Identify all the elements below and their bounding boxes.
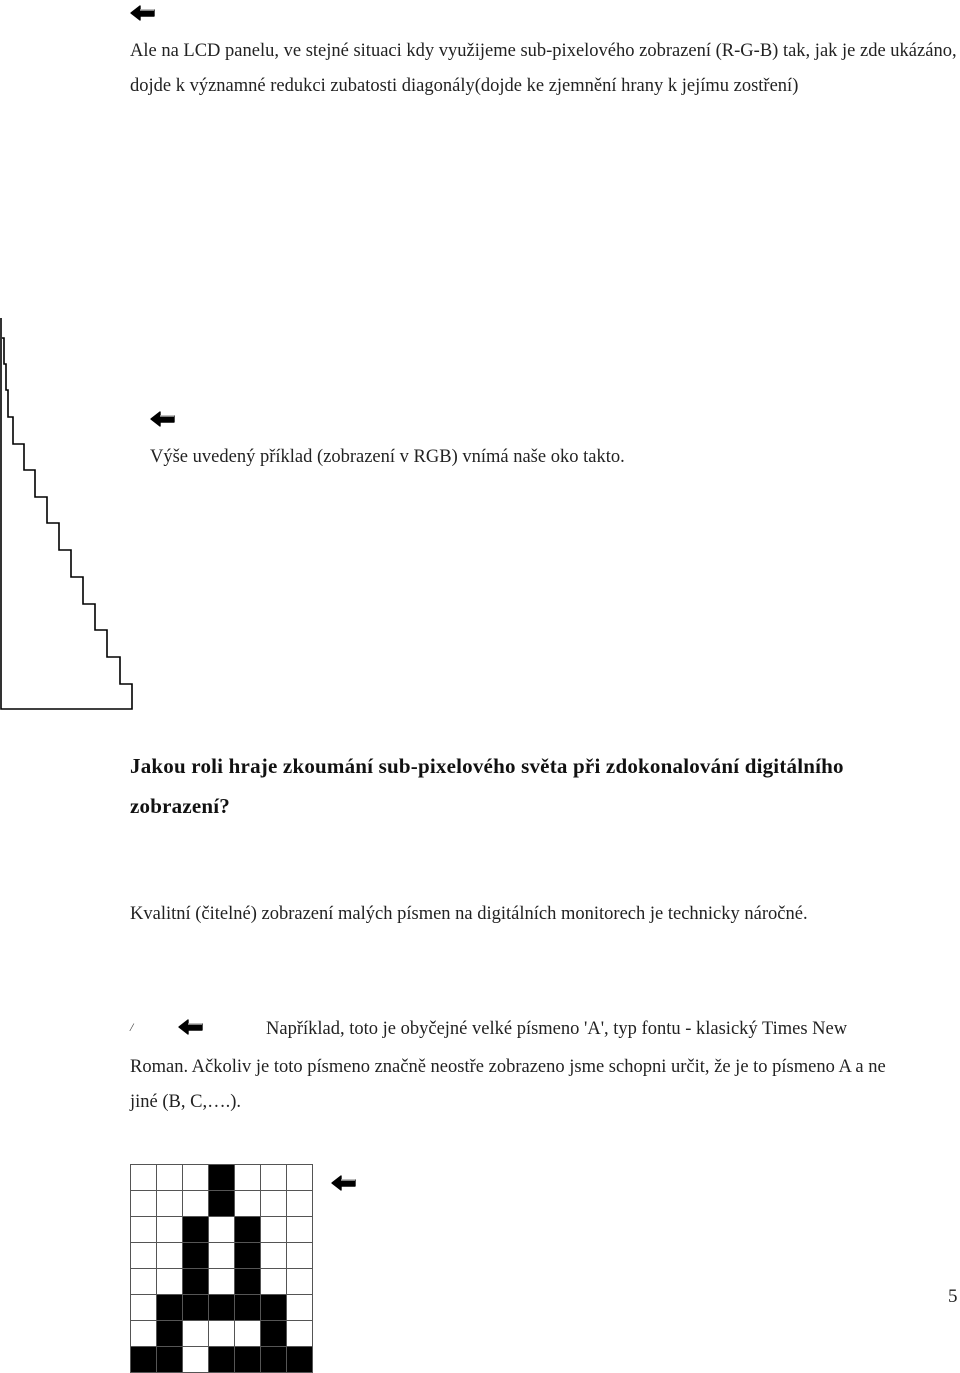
pixel-off: [131, 1321, 157, 1347]
pixel-on: [235, 1217, 261, 1243]
quality-paragraph: Kvalitní (čitelné) zobrazení malých písmen na digitálních monitorech je technicky náročné.: [130, 904, 808, 924]
pixel-off: [235, 1165, 261, 1191]
pixel-off: [287, 1321, 313, 1347]
pixel-on: [183, 1243, 209, 1269]
pixel-on: [235, 1269, 261, 1295]
section-heading: Jakou roli hraje zkoumání sub-pixelového světa při zdokonalování digitálního zobrazení?: [130, 754, 844, 818]
pixel-off: [287, 1295, 313, 1321]
pixel-off: [209, 1269, 235, 1295]
pixel-on: [157, 1347, 183, 1373]
pixel-off: [131, 1243, 157, 1269]
pixel-off: [183, 1347, 209, 1373]
pixel-off: [157, 1269, 183, 1295]
pixel-off: [183, 1321, 209, 1347]
pixel-off: [209, 1217, 235, 1243]
pixel-on: [261, 1347, 287, 1373]
pixel-off: [261, 1269, 287, 1295]
stray-mark: /: [130, 1020, 134, 1034]
pixel-off: [287, 1191, 313, 1217]
pixel-on: [287, 1347, 313, 1373]
pixel-off: [131, 1269, 157, 1295]
pixel-off: [209, 1321, 235, 1347]
page-number: 5: [948, 1286, 958, 1307]
staircase-diagonal-drawing: [0, 316, 134, 712]
pixel-off: [261, 1165, 287, 1191]
rgb-caption: Výše uvedený příklad (zobrazení v RGB) vnímá naše oko takto.: [150, 447, 625, 467]
pixel-on: [157, 1321, 183, 1347]
pixel-on: [235, 1347, 261, 1373]
pixel-off: [157, 1165, 183, 1191]
pixel-off: [261, 1191, 287, 1217]
pixel-off: [209, 1243, 235, 1269]
pixel-on: [261, 1321, 287, 1347]
pixel-off: [131, 1165, 157, 1191]
pixel-off: [131, 1217, 157, 1243]
pixel-letter-a-grid: [130, 1164, 313, 1373]
pixel-off: [261, 1243, 287, 1269]
pixel-on: [131, 1347, 157, 1373]
pixel-on: [261, 1295, 287, 1321]
pixel-on: [235, 1243, 261, 1269]
pixel-on: [209, 1295, 235, 1321]
intro-paragraph: Ale na LCD panelu, ve stejné situaci kdy využijeme sub-pixelového zobrazení (R-G-B) tak, jak je zde ukázáno, dojde k významné redukci zubatosti diagonály(dojde ke zjemnění hrany k jejímu zostření): [130, 41, 957, 96]
pixel-off: [287, 1269, 313, 1295]
pixel-off: [157, 1217, 183, 1243]
pixel-off: [235, 1321, 261, 1347]
pixel-on: [209, 1165, 235, 1191]
pixel-off: [287, 1243, 313, 1269]
pixel-off: [287, 1217, 313, 1243]
pixel-on: [209, 1347, 235, 1373]
pixel-off: [131, 1191, 157, 1217]
pixel-off: [235, 1191, 261, 1217]
back-arrow-icon[interactable]: [130, 4, 156, 22]
pixel-on: [209, 1191, 235, 1217]
pixel-off: [131, 1295, 157, 1321]
pixel-on: [183, 1269, 209, 1295]
pixel-off: [183, 1165, 209, 1191]
example-paragraph-line1: Například, toto je obyčejné velké písmeno 'A', typ fontu - klasický Times New: [266, 1019, 848, 1039]
pixel-off: [157, 1243, 183, 1269]
pixel-on: [235, 1295, 261, 1321]
back-arrow-icon[interactable]: [331, 1174, 357, 1192]
pixel-off: [287, 1165, 313, 1191]
back-arrow-icon[interactable]: [150, 410, 176, 428]
pixel-off: [261, 1217, 287, 1243]
example-paragraph-rest: Roman. Ačkoliv je toto písmeno značně neostře zobrazeno jsme schopni určit, že je to písmeno A a ne jiné (B, C,….).: [130, 1057, 886, 1112]
pixel-off: [183, 1191, 209, 1217]
back-arrow-icon[interactable]: [178, 1018, 204, 1036]
pixel-on: [183, 1295, 209, 1321]
pixel-off: [157, 1191, 183, 1217]
pixel-on: [157, 1295, 183, 1321]
pixel-on: [183, 1217, 209, 1243]
